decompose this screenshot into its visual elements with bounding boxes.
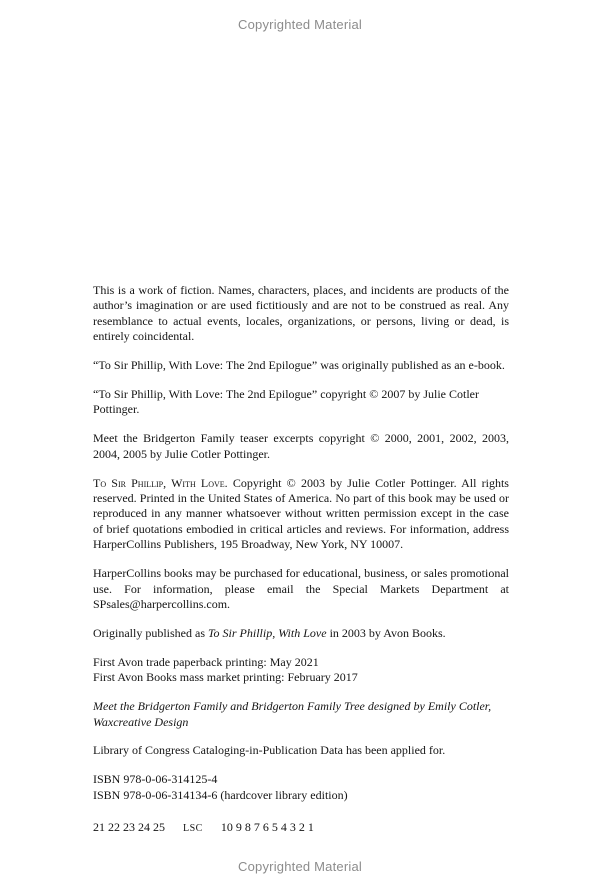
designer-credit: Meet the Bridgerton Family and Bridgerton Family Tree designed by Emily Cotler, Waxcreative Design (93, 699, 492, 729)
print-run-years: 21 22 23 24 25 (93, 820, 165, 835)
print-run-numbers: 10 9 8 7 6 5 4 3 2 1 (220, 820, 314, 835)
printing-history-line-2: First Avon Books mass market printing: February 2017 (93, 670, 358, 685)
print-run-line (93, 820, 509, 836)
copyrighted-material-bottom: Copyrighted Material (238, 859, 362, 874)
epilogue-copyright-line: “To Sir Phillip, With Love: The 2nd Epilogue” copyright © 2007 by Julie Cotler Pottinger. (93, 387, 479, 417)
printer-code: LSC (183, 823, 203, 835)
copyright-text-block (93, 283, 509, 850)
isbn-line-1: ISBN 978-0-06-314125-4 (93, 772, 218, 787)
originally-published-prefix: Originally published as (93, 625, 208, 640)
isbn-line-2: ISBN 978-0-06-314134-6 (hardcover library edition) (93, 787, 348, 802)
special-markets-note: HarperCollins books may be purchased for educational, business, or sales promotional use. For information, please email the Special Markets Department at SPsales@harpercollins.com. (93, 566, 509, 611)
book-title-smallcaps: To Sir Phillip, With Love. (93, 475, 228, 490)
teaser-copyright-line: Meet the Bridgerton Family teaser excerpts copyright © 2000, 2001, 2002, 2003, 2004, 2005 by Julie Cotler Pottinger. (93, 431, 509, 461)
main-copyright-text: Copyright © 2003 by Julie Cotler Pottinger. All rights reserved. Printed in the United States of America. No part of this book may be used or reproduced in any manner whatsoever without written permission except in the case of brief quotations embodied in critical articles and reviews. For information, address HarperCollins Publishers, 195 Broadway, New York, NY 10007. (93, 475, 509, 552)
main-copyright-paragraph (93, 476, 509, 553)
fiction-disclaimer: This is a work of fiction. Names, characters, places, and incidents are products of the author’s imagination or are used fictitiously and are not to be construed as real. Any resemblance to actual events, locales, organizations, or persons, living or dead, is entirely coincidental. (93, 283, 509, 344)
ebook-publication-note: “To Sir Phillip, With Love: The 2nd Epilogue” was originally published as an e-book. (93, 358, 505, 373)
printing-history-line-1: First Avon trade paperback printing: May 2021 (93, 654, 319, 669)
copyrighted-material-top: Copyrighted Material (238, 17, 362, 32)
isbn-block (93, 772, 509, 803)
printing-history (93, 655, 509, 686)
originally-published-line (93, 626, 509, 641)
original-title-italic: To Sir Phillip, With Love (207, 625, 327, 640)
originally-published-suffix: in 2003 by Avon Books. (326, 625, 446, 640)
library-of-congress-note: Library of Congress Cataloging-in-Publication Data has been applied for. (93, 743, 446, 758)
